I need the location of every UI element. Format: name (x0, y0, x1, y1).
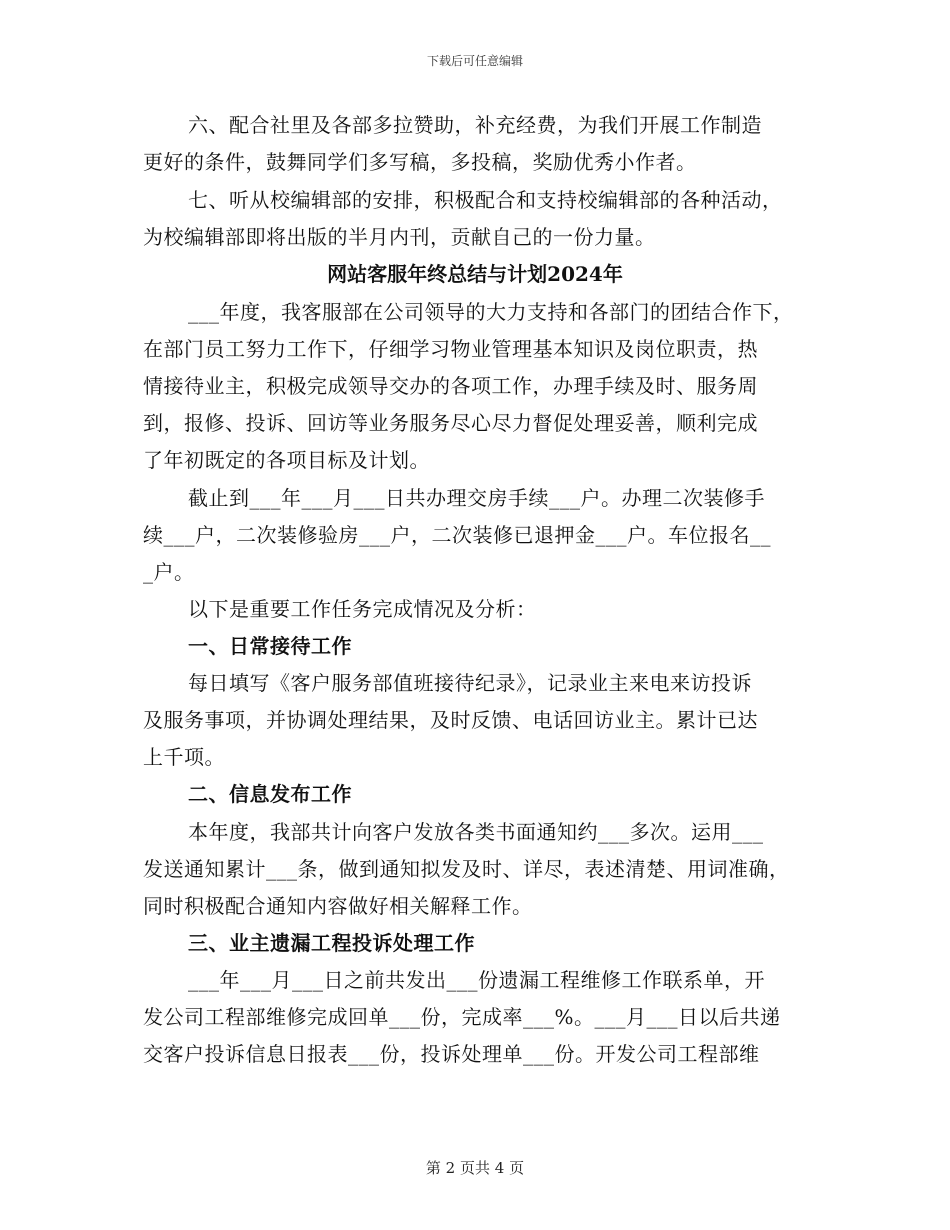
paragraph-line: ___年___月___日之前共发出___份遗漏工程维修工作联系单，开 (188, 968, 765, 992)
paragraph-line: 上千项。 (143, 745, 225, 769)
paragraph-line: 情接待业主，积极完成领导交办的各项工作，办理手续及时、服务周 (143, 374, 758, 398)
paragraph-line: 截止到___年___月___日共办理交房手续___户。办理二次装修手 (188, 486, 765, 510)
paragraph-line: 发送通知累计___条，做到通知拟发及时、详尽，表述清楚、用词准确， (143, 857, 790, 881)
paragraph-line: 六、配合社里及各部多拉赞助，补充经费，为我们开展工作制造 (188, 113, 762, 137)
document-title: 网站客服年终总结与计划2024年 (327, 262, 623, 286)
paragraph-line: 七、听从校编辑部的安排，积极配合和支持校编辑部的各种活动， (188, 188, 783, 212)
paragraph-line: 以下是重要工作任务完成情况及分析： (188, 597, 537, 621)
paragraph-line: 同时积极配合通知内容做好相关解释工作。 (143, 894, 533, 918)
paragraph-line: 及服务事项，并协调处理结果，及时反馈、电话回访业主。累计已达 (143, 708, 758, 732)
paragraph-line: 在部门员工努力工作下，仔细学习物业管理基本知识及岗位职责，热 (143, 337, 758, 361)
paragraph-line: 为校编辑部即将出版的半月内刊，贡献自己的一份力量。 (143, 225, 656, 249)
paragraph-line: 到，报修、投诉、回访等业务服务尽心尽力督促处理妥善，顺利完成 (143, 411, 758, 435)
paragraph-line: 更好的条件，鼓舞同学们多写稿，多投稿，奖励优秀小作者。 (143, 150, 697, 174)
paragraph-line: 每日填写《客户服务部值班接待纪录》，记录业主来电来访投诉 (188, 671, 752, 695)
paragraph-line: 本年度，我部共计向客户发放各类书面通知约___多次。运用___ (188, 820, 764, 844)
paragraph-line: 了年初既定的各项目标及计划。 (143, 448, 430, 472)
page-footer: 第 2 页共 4 页 (425, 1159, 525, 1177)
section-heading-1: 一、日常接待工作 (188, 634, 352, 658)
paragraph-line: 交客户投诉信息日报表___份，投诉处理单___份。开发公司工程部维 (143, 1042, 760, 1066)
section-heading-3: 三、业主遗漏工程投诉处理工作 (188, 931, 475, 955)
paragraph-line: 发公司工程部维修完成回单___份，完成率___%。___月___日以后共递 (143, 1005, 781, 1029)
paragraph-line: 续___户，二次装修验房___户，二次装修已退押金___户。车位报名__ (143, 523, 771, 547)
page-header: 下载后可任意编辑 (426, 54, 523, 68)
paragraph-line: _户。 (143, 560, 195, 584)
section-heading-2: 二、信息发布工作 (188, 782, 352, 806)
paragraph-line: ___年度，我客服部在公司领导的大力支持和各部门的团结合作下， (188, 300, 794, 324)
